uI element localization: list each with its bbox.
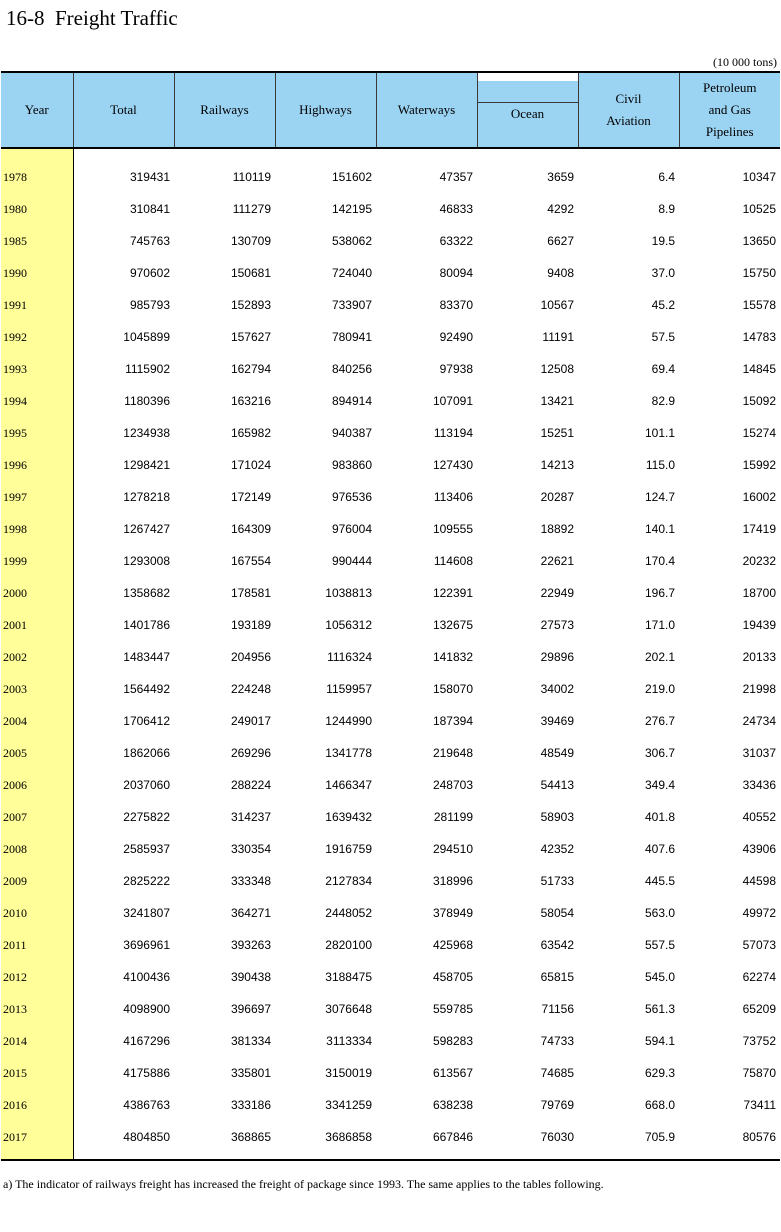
cell-pipelines: 10347 xyxy=(742,170,776,184)
cell-railways: 396697 xyxy=(230,1002,271,1016)
freight-table xyxy=(1,71,780,1161)
cell-total: 1293008 xyxy=(123,554,170,568)
table-row xyxy=(1,417,780,449)
cell-total: 4100436 xyxy=(123,970,170,984)
cell-highways: 151602 xyxy=(331,170,372,184)
cell-highways: 1116324 xyxy=(327,650,372,664)
cell-total: 1278218 xyxy=(123,490,170,504)
cell-pipelines: 21998 xyxy=(742,682,776,696)
cell-ocean: 79769 xyxy=(540,1098,574,1112)
cell-total: 4098900 xyxy=(123,1002,170,1016)
cell-highways: 1916759 xyxy=(325,842,372,856)
cell-civil-aviation: 101.1 xyxy=(644,426,675,440)
cell-ocean: 22949 xyxy=(540,586,574,600)
cell-waterways: 638238 xyxy=(432,1098,473,1112)
cell-waterways: 122391 xyxy=(432,586,473,600)
cell-pipelines: 13650 xyxy=(742,234,776,248)
cell-ocean: 18892 xyxy=(540,522,574,536)
cell-civil-aviation: 6.4 xyxy=(658,170,675,184)
cell-year: 2005 xyxy=(1,737,73,769)
cell-railways: 157627 xyxy=(230,330,271,344)
cell-civil-aviation: 629.3 xyxy=(644,1066,675,1080)
cell-waterways: 187394 xyxy=(432,714,473,728)
cell-pipelines: 57073 xyxy=(742,938,776,952)
cell-railways: 269296 xyxy=(230,746,271,760)
cell-civil-aviation: 401.8 xyxy=(644,810,675,824)
cell-waterways: 378949 xyxy=(432,906,473,920)
cell-civil-aviation: 69.4 xyxy=(651,362,675,376)
table-row xyxy=(1,705,780,737)
cell-civil-aviation: 594.1 xyxy=(644,1034,675,1048)
table-row xyxy=(1,929,780,961)
cell-railways: 333348 xyxy=(230,874,271,888)
cell-railways: 381334 xyxy=(230,1034,271,1048)
cell-highways: 3113334 xyxy=(326,1034,372,1048)
table-row xyxy=(1,993,780,1025)
cell-civil-aviation: 561.3 xyxy=(644,1002,675,1016)
cell-total: 1298421 xyxy=(123,458,170,472)
table-row xyxy=(1,385,780,417)
cell-highways: 538062 xyxy=(331,234,372,248)
cell-year: 1996 xyxy=(1,449,73,481)
cell-waterways: 127430 xyxy=(432,458,473,472)
cell-civil-aviation: 202.1 xyxy=(644,650,675,664)
cell-highways: 3341259 xyxy=(325,1098,372,1112)
cell-ocean: 65815 xyxy=(540,970,574,984)
cell-total: 3696961 xyxy=(123,938,170,952)
cell-total: 1706412 xyxy=(123,714,170,728)
cell-civil-aviation: 563.0 xyxy=(644,906,675,920)
cell-pipelines: 14783 xyxy=(742,330,776,344)
cell-highways: 990444 xyxy=(331,554,372,568)
cell-year: 2009 xyxy=(1,865,73,897)
cell-ocean: 4292 xyxy=(547,202,574,216)
cell-total: 2585937 xyxy=(123,842,170,856)
cell-railways: 330354 xyxy=(230,842,271,856)
cell-total: 1267427 xyxy=(123,522,170,536)
header-year: Year xyxy=(1,72,73,148)
cell-highways: 1244990 xyxy=(325,714,372,728)
cell-highways: 142195 xyxy=(331,202,372,216)
cell-railways: 288224 xyxy=(230,778,271,792)
cell-waterways: 318996 xyxy=(432,874,473,888)
cell-railways: 167554 xyxy=(230,554,271,568)
cell-railways: 162794 xyxy=(230,362,271,376)
cell-pipelines: 15992 xyxy=(742,458,776,472)
cell-civil-aviation: 219.0 xyxy=(644,682,675,696)
cell-railways: 393263 xyxy=(230,938,271,952)
cell-highways: 3686858 xyxy=(275,1121,376,1160)
cell-civil-aviation: 45.2 xyxy=(651,298,675,312)
table-row xyxy=(1,1057,780,1089)
cell-railways: 163216 xyxy=(230,394,271,408)
cell-total: 1045899 xyxy=(123,330,170,344)
header-civil-aviation xyxy=(578,72,679,148)
cell-ocean: 39469 xyxy=(540,714,574,728)
header-railways: Railways xyxy=(174,72,275,148)
cell-pipelines: 17419 xyxy=(742,522,776,536)
cell-total: 1862066 xyxy=(123,746,170,760)
cell-railways: 335801 xyxy=(230,1066,271,1080)
cell-total: 2825222 xyxy=(123,874,170,888)
cell-total: 1115902 xyxy=(125,362,170,376)
cell-pipelines: 73411 xyxy=(743,1098,776,1112)
cell-year: 1985 xyxy=(1,225,73,257)
table-row xyxy=(1,1089,780,1121)
cell-pipelines: 15092 xyxy=(742,394,776,408)
cell-waterways: 294510 xyxy=(432,842,473,856)
cell-railways: 165982 xyxy=(230,426,271,440)
cell-ocean: 27573 xyxy=(540,618,574,632)
cell-ocean: 74685 xyxy=(540,1066,574,1080)
cell-pipelines: 20232 xyxy=(742,554,776,568)
cell-highways: 894914 xyxy=(331,394,372,408)
cell-pipelines: 62274 xyxy=(742,970,776,984)
table-row xyxy=(1,961,780,993)
cell-pipelines: 49972 xyxy=(742,906,776,920)
cell-highways: 724040 xyxy=(331,266,372,280)
cell-year: 2015 xyxy=(1,1057,73,1089)
cell-civil-aviation: 57.5 xyxy=(651,330,675,344)
cell-ocean: 20287 xyxy=(540,490,574,504)
table-row xyxy=(1,353,780,385)
cell-pipelines: 31037 xyxy=(742,746,776,760)
cell-pipelines: 15578 xyxy=(742,298,776,312)
cell-total: 745763 xyxy=(129,234,170,248)
cell-waterways: 46833 xyxy=(439,202,473,216)
cell-year: 2004 xyxy=(1,705,73,737)
cell-railways: 249017 xyxy=(230,714,271,728)
cell-highways: 940387 xyxy=(331,426,372,440)
cell-year: 1990 xyxy=(1,257,73,289)
cell-year: 1992 xyxy=(1,321,73,353)
table-row xyxy=(1,737,780,769)
cell-pipelines: 20133 xyxy=(742,650,776,664)
cell-railways: 364271 xyxy=(230,906,271,920)
table-row xyxy=(1,225,780,257)
cell-waterways: 248703 xyxy=(432,778,473,792)
cell-total: 1483447 xyxy=(123,650,170,664)
cell-railways: 390438 xyxy=(230,970,271,984)
cell-waterways: 458705 xyxy=(432,970,473,984)
cell-ocean: 3659 xyxy=(547,170,574,184)
cell-total: 4386763 xyxy=(123,1098,170,1112)
cell-year: 2003 xyxy=(1,673,73,705)
cell-pipelines: 43906 xyxy=(742,842,776,856)
cell-pipelines: 40552 xyxy=(742,810,776,824)
cell-ocean: 14213 xyxy=(540,458,574,472)
cell-waterways: 598283 xyxy=(432,1034,473,1048)
page-title: 16-8 Freight Traffic xyxy=(6,6,178,30)
cell-ocean: 63542 xyxy=(540,938,574,952)
table-row xyxy=(1,257,780,289)
table-row xyxy=(1,481,780,513)
cell-waterways: 158070 xyxy=(432,682,473,696)
cell-pipelines: 65209 xyxy=(742,1002,776,1016)
cell-civil-aviation: 115.0 xyxy=(645,458,675,472)
header-waterways: Waterways xyxy=(376,72,477,148)
cell-total: 1564492 xyxy=(123,682,170,696)
cell-waterways: 219648 xyxy=(432,746,473,760)
cell-year: 1991 xyxy=(1,289,73,321)
cell-civil-aviation: 545.0 xyxy=(644,970,675,984)
cell-highways: 2127834 xyxy=(325,874,372,888)
cell-waterways: 97938 xyxy=(439,362,473,376)
cell-year: 1997 xyxy=(1,481,73,513)
cell-railways: 224248 xyxy=(230,682,271,696)
header-pipelines xyxy=(679,72,780,148)
footnote: a) The indicator of railways freight has increased the freight of package since 1993. The same applies to the tables following. xyxy=(3,1177,604,1191)
cell-highways: 2820100 xyxy=(325,938,372,952)
cell-total: 3241807 xyxy=(123,906,170,920)
cell-civil-aviation: 124.7 xyxy=(644,490,675,504)
cell-year: 2010 xyxy=(1,897,73,929)
cell-highways: 983860 xyxy=(331,458,372,472)
cell-pipelines: 14845 xyxy=(742,362,776,376)
cell-ocean: 58903 xyxy=(540,810,574,824)
cell-year: 1999 xyxy=(1,545,73,577)
cell-ocean: 22621 xyxy=(540,554,574,568)
cell-year: 1994 xyxy=(1,385,73,417)
cell-total: 319431 xyxy=(129,170,170,184)
cell-waterways: 132675 xyxy=(432,618,473,632)
cell-civil-aviation: 306.7 xyxy=(644,746,675,760)
cell-highways: 976536 xyxy=(331,490,372,504)
cell-ocean: 51733 xyxy=(540,874,574,888)
table-row xyxy=(1,1121,780,1160)
header-civil-line2: Aviation xyxy=(606,113,651,128)
cell-railways: 368865 xyxy=(174,1121,275,1160)
cell-civil-aviation: 82.9 xyxy=(651,394,675,408)
cell-waterways: 47357 xyxy=(439,170,473,184)
table-row xyxy=(1,641,780,673)
cell-pipelines: 24734 xyxy=(742,714,776,728)
cell-pipelines: 75870 xyxy=(742,1066,776,1080)
cell-civil-aviation: 557.5 xyxy=(644,938,675,952)
cell-total: 1358682 xyxy=(123,586,170,600)
cell-total: 310841 xyxy=(129,202,170,216)
cell-waterways: 425968 xyxy=(432,938,473,952)
table-row xyxy=(1,865,780,897)
cell-railways: 164309 xyxy=(230,522,271,536)
cell-total: 2275822 xyxy=(123,810,170,824)
cell-ocean: 15251 xyxy=(540,426,574,440)
cell-civil-aviation: 196.7 xyxy=(644,586,675,600)
cell-waterways: 281199 xyxy=(433,810,473,824)
header-highways: Highways xyxy=(275,72,376,148)
table-row xyxy=(1,1025,780,1057)
cell-highways: 3150019 xyxy=(325,1066,372,1080)
cell-year: 1998 xyxy=(1,513,73,545)
cell-ocean: 10567 xyxy=(540,298,574,312)
header-pipe-line1: Petroleum xyxy=(703,80,757,95)
cell-waterways: 141832 xyxy=(432,650,473,664)
cell-ocean: 12508 xyxy=(540,362,574,376)
cell-year: 2008 xyxy=(1,833,73,865)
header-total: Total xyxy=(73,72,174,148)
cell-total: 2037060 xyxy=(123,778,170,792)
cell-ocean: 54413 xyxy=(540,778,574,792)
cell-year: 2017 xyxy=(1,1121,73,1160)
cell-pipelines: 44598 xyxy=(742,874,776,888)
cell-waterways: 83370 xyxy=(439,298,473,312)
table-row xyxy=(1,289,780,321)
cell-year: 2000 xyxy=(1,577,73,609)
cell-total: 1180396 xyxy=(124,394,170,408)
cell-highways: 3188475 xyxy=(325,970,372,984)
cell-railways: 314237 xyxy=(230,810,271,824)
cell-ocean: 9408 xyxy=(547,266,574,280)
cell-total: 4175886 xyxy=(123,1066,170,1080)
cell-waterways: 667846 xyxy=(376,1121,477,1160)
header-civil-line1: Civil xyxy=(615,91,642,106)
cell-waterways: 613567 xyxy=(432,1066,473,1080)
cell-civil-aviation: 705.9 xyxy=(578,1121,679,1160)
cell-ocean: 71156 xyxy=(541,1002,574,1016)
cell-pipelines: 15274 xyxy=(742,426,776,440)
cell-highways: 1639432 xyxy=(325,810,372,824)
cell-year: 2014 xyxy=(1,1025,73,1057)
cell-railways: 130709 xyxy=(230,234,271,248)
cell-year: 1978 xyxy=(1,148,73,193)
cell-total: 4167296 xyxy=(123,1034,170,1048)
cell-waterways: 114608 xyxy=(433,554,473,568)
cell-ocean: 42352 xyxy=(540,842,574,856)
cell-highways: 3076648 xyxy=(325,1002,372,1016)
cell-civil-aviation: 407.6 xyxy=(644,842,675,856)
cell-highways: 1159957 xyxy=(326,682,372,696)
cell-waterways: 109555 xyxy=(432,522,473,536)
table-row xyxy=(1,833,780,865)
cell-ocean: 11191 xyxy=(542,330,574,344)
cell-waterways: 63322 xyxy=(439,234,473,248)
header-pipe-line2: and Gas xyxy=(708,102,751,117)
cell-highways: 1466347 xyxy=(325,778,372,792)
cell-year: 2001 xyxy=(1,609,73,641)
cell-waterways: 92490 xyxy=(439,330,473,344)
header-row xyxy=(1,72,780,148)
header-ocean-label: Ocean xyxy=(478,102,578,125)
cell-railways: 204956 xyxy=(230,650,271,664)
cell-ocean: 58054 xyxy=(540,906,574,920)
cell-ocean: 34002 xyxy=(540,682,574,696)
cell-railways: 178581 xyxy=(230,586,271,600)
cell-civil-aviation: 19.5 xyxy=(651,234,675,248)
header-ocean xyxy=(477,72,578,148)
cell-ocean: 29896 xyxy=(540,650,574,664)
table-body xyxy=(1,148,780,1160)
table-row xyxy=(1,897,780,929)
table-row xyxy=(1,513,780,545)
cell-civil-aviation: 276.7 xyxy=(644,714,675,728)
cell-pipelines: 80576 xyxy=(679,1121,780,1160)
cell-civil-aviation: 37.0 xyxy=(651,266,675,280)
cell-pipelines: 16002 xyxy=(742,490,776,504)
cell-highways: 1341778 xyxy=(325,746,372,760)
cell-waterways: 113194 xyxy=(433,426,473,440)
cell-ocean: 13421 xyxy=(540,394,574,408)
cell-waterways: 107091 xyxy=(432,394,473,408)
cell-highways: 733907 xyxy=(331,298,372,312)
cell-total: 4804850 xyxy=(73,1121,174,1160)
cell-railways: 150681 xyxy=(230,266,271,280)
cell-highways: 2448052 xyxy=(325,906,372,920)
cell-total: 985793 xyxy=(129,298,170,312)
cell-civil-aviation: 8.9 xyxy=(658,202,675,216)
cell-waterways: 80094 xyxy=(439,266,473,280)
table-row xyxy=(1,577,780,609)
cell-ocean: 6627 xyxy=(547,234,574,248)
cell-pipelines: 19439 xyxy=(742,618,776,632)
cell-civil-aviation: 349.4 xyxy=(644,778,675,792)
cell-pipelines: 33436 xyxy=(742,778,776,792)
cell-total: 1234938 xyxy=(123,426,170,440)
cell-pipelines: 73752 xyxy=(742,1034,776,1048)
cell-year: 1995 xyxy=(1,417,73,449)
cell-civil-aviation: 140.1 xyxy=(644,522,675,536)
cell-waterways: 113406 xyxy=(433,490,473,504)
cell-total: 970602 xyxy=(129,266,170,280)
cell-highways: 780941 xyxy=(331,330,372,344)
cell-highways: 1038813 xyxy=(325,586,372,600)
cell-year: 2011 xyxy=(1,929,73,961)
cell-civil-aviation: 668.0 xyxy=(644,1098,675,1112)
table-row xyxy=(1,148,780,193)
cell-ocean: 48549 xyxy=(540,746,574,760)
table-row xyxy=(1,545,780,577)
table-row xyxy=(1,609,780,641)
cell-civil-aviation: 170.4 xyxy=(644,554,675,568)
table-row xyxy=(1,769,780,801)
cell-year: 2013 xyxy=(1,993,73,1025)
unit-label: (10 000 tons) xyxy=(713,55,777,69)
cell-year: 2002 xyxy=(1,641,73,673)
table-row xyxy=(1,321,780,353)
cell-civil-aviation: 445.5 xyxy=(644,874,675,888)
cell-year: 2006 xyxy=(1,769,73,801)
cell-ocean: 74733 xyxy=(540,1034,574,1048)
table-row xyxy=(1,193,780,225)
cell-year: 2012 xyxy=(1,961,73,993)
cell-railways: 193189 xyxy=(230,618,271,632)
cell-civil-aviation: 171.0 xyxy=(644,618,675,632)
cell-pipelines: 18700 xyxy=(742,586,776,600)
cell-year: 1993 xyxy=(1,353,73,385)
header-pipe-line3: Pipelines xyxy=(705,124,754,139)
table-row xyxy=(1,449,780,481)
cell-pipelines: 10525 xyxy=(742,202,776,216)
cell-pipelines: 15750 xyxy=(742,266,776,280)
table-row xyxy=(1,801,780,833)
cell-total: 1401786 xyxy=(123,618,170,632)
cell-year: 2007 xyxy=(1,801,73,833)
cell-waterways: 559785 xyxy=(432,1002,473,1016)
cell-highways: 840256 xyxy=(331,362,372,376)
cell-highways: 976004 xyxy=(331,522,372,536)
cell-ocean: 76030 xyxy=(477,1121,578,1160)
cell-railways: 110119 xyxy=(232,170,271,184)
cell-railways: 171024 xyxy=(230,458,271,472)
cell-railways: 172149 xyxy=(230,490,271,504)
cell-railways: 333186 xyxy=(230,1098,271,1112)
table-row xyxy=(1,673,780,705)
cell-railways: 152893 xyxy=(230,298,271,312)
cell-railways: 111279 xyxy=(232,202,271,216)
cell-highways: 1056312 xyxy=(325,618,372,632)
cell-year: 1980 xyxy=(1,193,73,225)
cell-year: 2016 xyxy=(1,1089,73,1121)
